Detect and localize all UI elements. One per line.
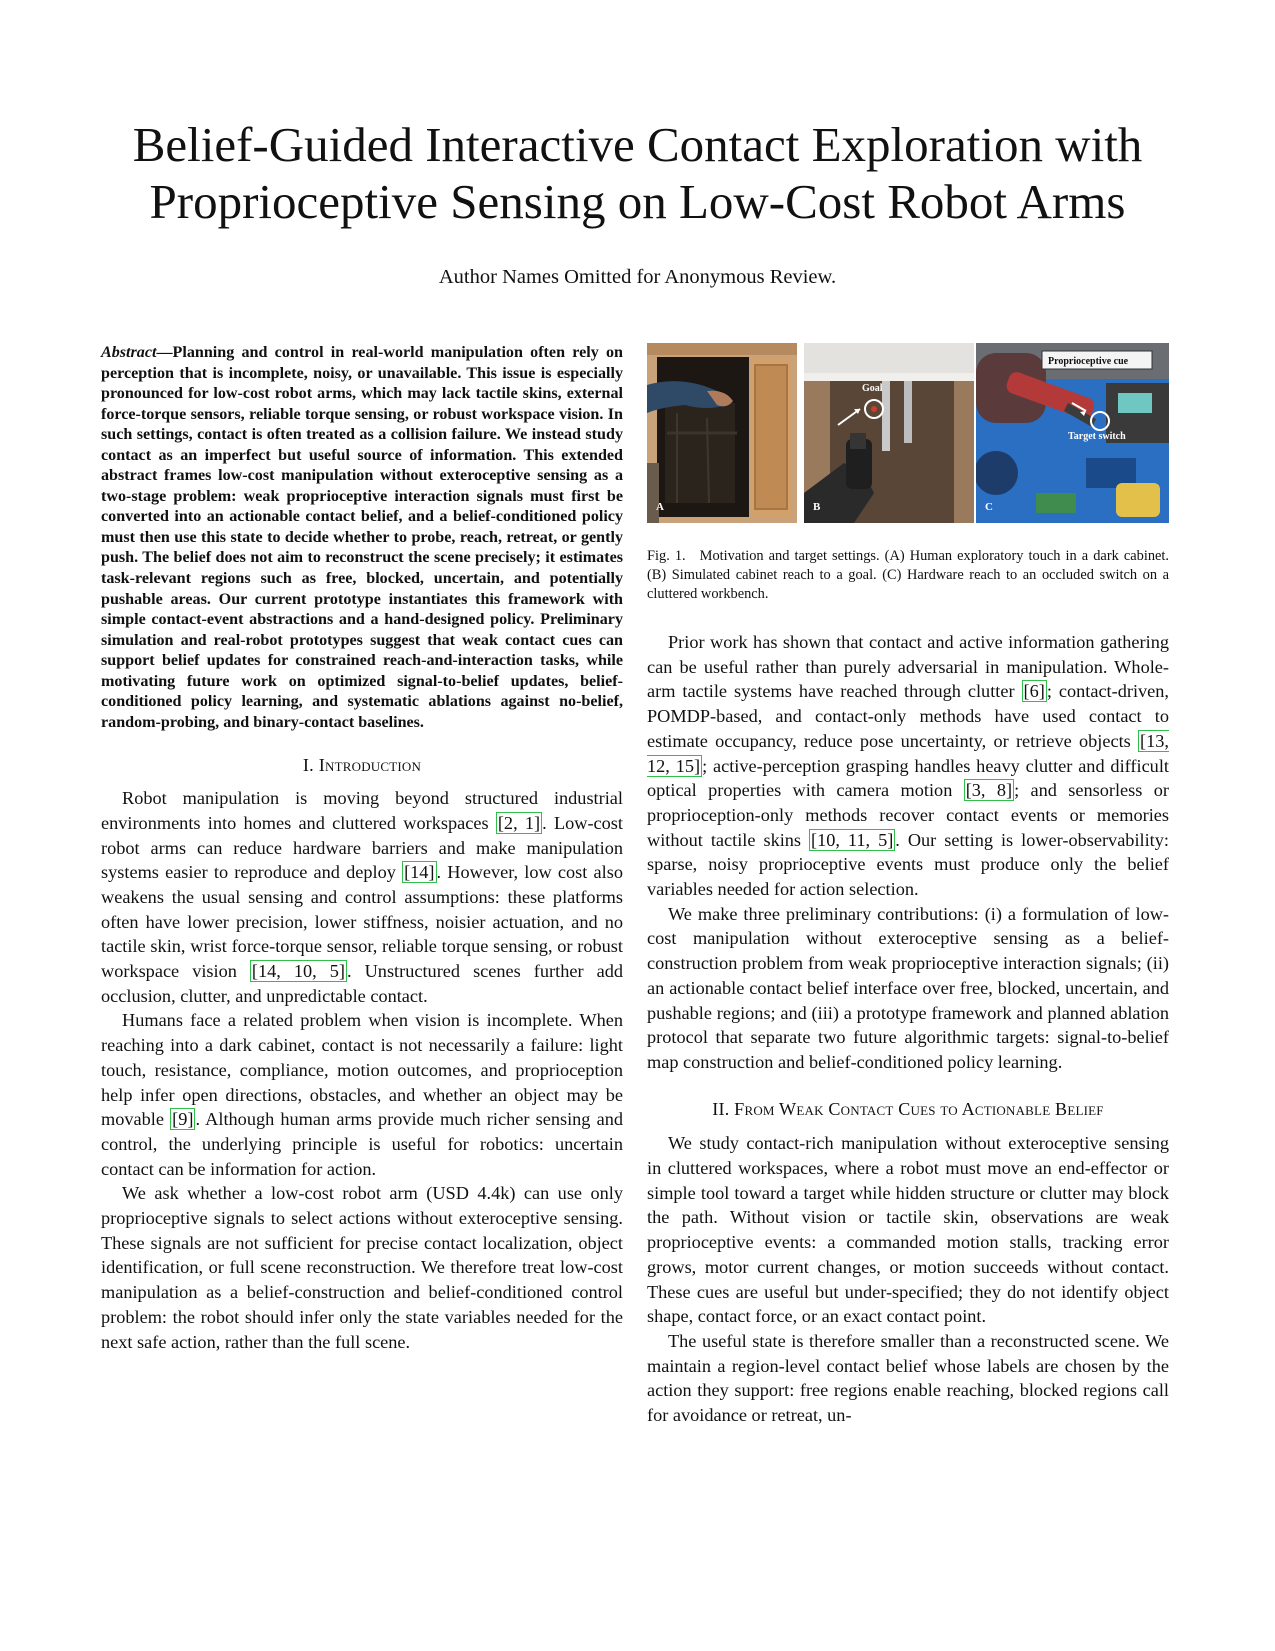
figure-panel-c xyxy=(976,343,1169,523)
figure-number: Fig. 1. xyxy=(647,548,686,564)
paper-title xyxy=(60,116,1215,230)
right-column xyxy=(647,343,1169,1428)
citation-link[interactable]: [2, 1] xyxy=(497,812,541,833)
panel-letter-b: B xyxy=(813,501,821,514)
figure-panel-b xyxy=(804,343,974,523)
citation-link[interactable]: [9] xyxy=(172,1109,194,1130)
abstract-label: Abstract xyxy=(101,344,157,361)
section-heading-belief: II. From Weak Contact Cues to Actionable Belief xyxy=(712,1098,1104,1119)
figure-1-caption xyxy=(647,547,1169,604)
citation-link[interactable]: [10, 11, 5] xyxy=(811,829,894,850)
citation-link[interactable]: [14] xyxy=(404,862,435,883)
intro-paragraph-3: We ask whether a low-cost robot arm (USD 4.4k) can use only proprioceptive signals to select actions without exteroceptive sensing. These signals are not sufficient for precise contact localization, object identification, or full scene reconstruction. We therefore treat low-cost manipulation as a belief-construction and belief-conditioned control problem: the robot should infer only the state variables needed for the next safe action, rather than the full scene. xyxy=(101,1183,623,1352)
intro-paragraph-2: Humans face a related problem when vision is incomplete. When reaching into a dark cabinet, contact is not necessarily a failure: light touch, resistance, compliance, motion outcomes, and proprioception help infer open directions, obstacles, and whether an object may be movable [9] . Although human arms provide much richer sensing and control, the underlying principle is useful for robotics: uncertain contact can be information for action. xyxy=(101,1010,623,1179)
citation-link[interactable]: [13, 12, 15] xyxy=(647,730,1169,776)
citation-link[interactable]: [3, 8] xyxy=(965,780,1013,801)
figure-panel-a xyxy=(647,343,797,523)
title-line-1: Belief-Guided Interactive Contact Exploration with xyxy=(132,117,1143,172)
author-line: Author Names Omitted for Anonymous Review. xyxy=(438,266,837,288)
abstract xyxy=(101,343,623,733)
section2-paragraph-1: We study contact-rich manipulation without exteroceptive sensing in cluttered workspaces, where a robot must move an end-effector or simple tool toward a target while hidden structure or clutter may block the path. Without vision or tactile skin, observations are weak proprioceptive events: a commanded motion stalls, tracking error grows, motor current changes, or motion succeeds without contact. These cues are useful but under-specified; they do not identify object shape, contact force, or an exact contact point. xyxy=(647,1133,1169,1327)
panel-letter-a: A xyxy=(656,501,664,514)
figure-1 xyxy=(647,343,1169,523)
contributions-paragraph: We make three preliminary contributions: (i) a formulation of low-cost manipulation without exteroceptive sensing as a belief-construction problem from weak proprioceptive interaction signals; (ii) an actionable contact belief interface over free, blocked, uncertain, and pushable regions; and (iii) a prototype framework and planned ablation protocol that separate two future algorithmic targets: signal-to-belief map construction and belief-conditioned policy learning. xyxy=(647,903,1169,1072)
goal-label: Goal xyxy=(862,383,883,394)
left-column xyxy=(101,343,623,1354)
section2-paragraph-2: The useful state is therefore smaller than a reconstructed scene. We maintain a region-level contact belief whose labels are chosen by the action they support: free regions enable reaching, blocked regions call for avoidance or retreat, un- xyxy=(647,1330,1169,1426)
title-line-2: Proprioceptive Sensing on Low-Cost Robot Arms xyxy=(149,174,1126,229)
hardware-workbench-image xyxy=(976,343,1169,523)
proprioceptive-cue-label: Proprioceptive cue xyxy=(1048,356,1129,367)
figure-caption-text: Motivation and target settings. (A) Human exploratory touch in a dark cabinet. (B) Simulated cabinet reach to a goal. (C) Hardware reach to an occluded switch on a cluttered workbench. xyxy=(647,548,1170,602)
citation-link[interactable]: [6] xyxy=(1023,681,1045,702)
panel-letter-c: C xyxy=(985,501,993,514)
citation-link[interactable]: [14, 10, 5] xyxy=(251,961,345,982)
target-switch-label: Target switch xyxy=(1068,431,1126,442)
cabinet-photo-image xyxy=(647,343,797,523)
intro-paragraph-1: Robot manipulation is moving beyond structured industrial environments into homes and cluttered workspaces [2, 1] . Low-cost robot arms can reduce hardware barriers and make manipulation systems easier to reproduce and deploy [14] . However, low cost also weakens the usual sensing and control assumptions: these platforms often have lower precision, lower stiffness, noisier actuation, and no tactile skin, wrist force-torque sensor, reliable torque sensing, or robust workspace vision [14, 10, 5] . Unstructured scenes further add occlusion, clutter, and unpredictable contact. xyxy=(101,788,623,1006)
simulation-cabinet-image xyxy=(804,343,974,523)
section-heading-introduction: I. Introduction xyxy=(302,755,422,776)
abstract-text: —Planning and control in real-world manipulation often rely on perception that is incomplete, noisy, or unavailable. This issue is especially pronounced for low-cost robot arms, which may lack tactile skins, external force-torque sensors, reliable torque sensing, or robust workspace vision. In such settings, contact is often treated as a collision failure. We instead study contact as an imperfect but useful source of information. This extended abstract frames low-cost manipulation without exteroceptive sensing as a two-stage problem: weak proprioceptive interaction signals must first be converted into an actionable contact belief, and a belief-conditioned policy must then use this state to decide whether to probe, reach, retreat, or gently push. The belief does not aim to reconstruct the scene precisely; it estimates task-relevant regions such as free, blocked, uncertain, and potentially pushable areas. Our current prototype instantiates this framework with simple contact-event abstractions and a hand-designed policy. Preliminary simulation and real-robot prototypes suggest that weak contact cues can support belief updates for constrained reach-and-interaction tasks, while motivating future work on optimized signal-to-belief updates, belief-conditioned policy learning, and systematic ablations against no-belief, random-probing, and binary-contact baselines. xyxy=(101,344,623,731)
related-work-paragraph: Prior work has shown that contact and active information gathering can be useful rather than purely adversarial in manipulation. Whole-arm tactile systems have reached through clutter [6] ; contact-driven, POMDP-based, and contact-only methods have used contact to estimate occupancy, reduce pose uncertainty, or retrieve objects [13, 12, 15] ; active-perception grasping handles heavy clutter and difficult optical properties with camera motion [3, 8] ; and sensorless or proprioception-only methods recover contact events or memories without tactile skins [10, 11, 5] . Our setting is lower-observability: sparse, noisy proprioceptive events must produce only the belief variables needed for action selection. xyxy=(647,632,1169,900)
